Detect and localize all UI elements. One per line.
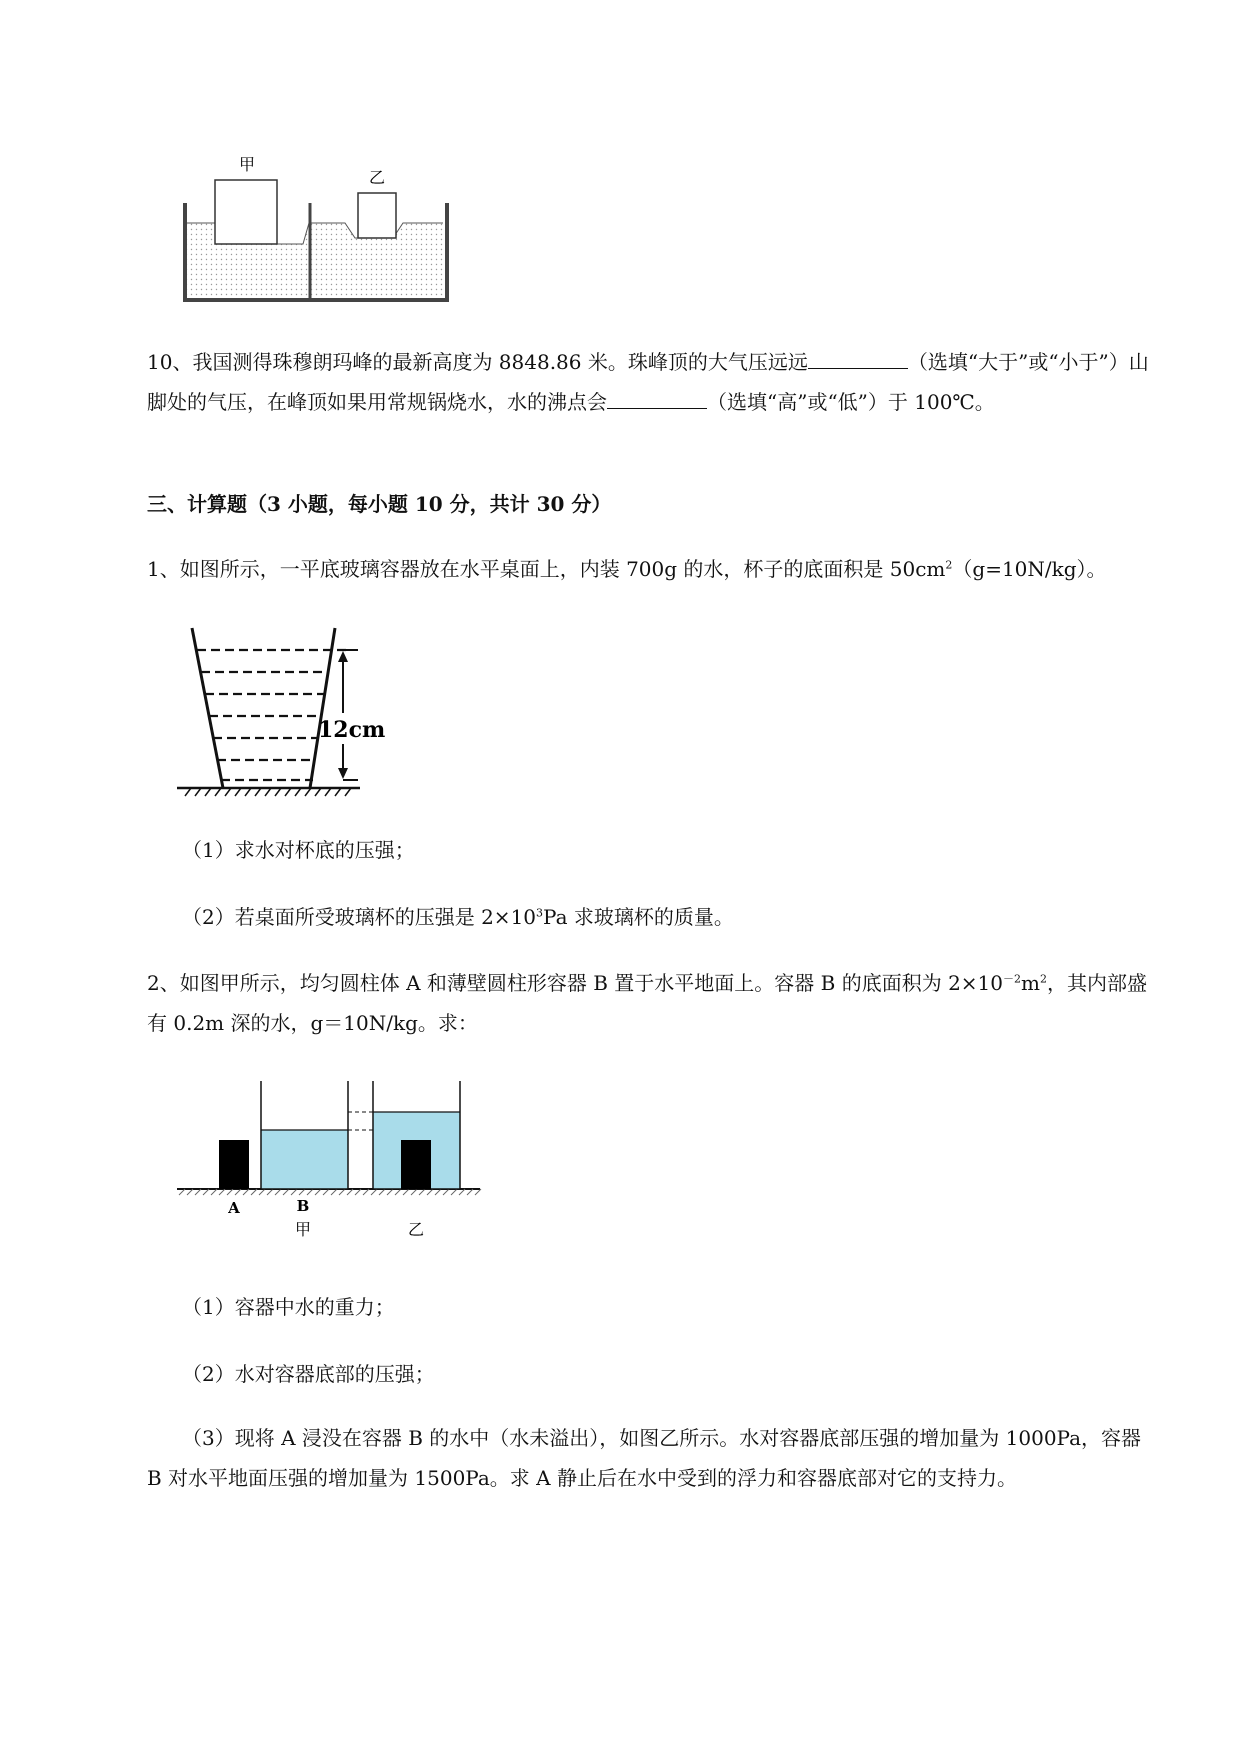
figure-cup	[175, 620, 395, 800]
height-label: 12cm	[318, 717, 386, 743]
calc-1-q2-text-end: Pa 求玻璃杯的质量。	[543, 905, 734, 929]
question-10-part2: （选填“大于”或“小于”）山脚处的气压，在峰顶如果用常规锅烧水，水的沸点会	[147, 350, 1149, 414]
figure-cylinder-container	[175, 1075, 495, 1250]
calc-2-stem-unit: m	[1021, 971, 1040, 995]
calc-1-q2-sup: 3	[536, 906, 544, 920]
cylinder-a-submerged	[401, 1140, 431, 1189]
calc-1-q2	[182, 897, 1157, 937]
label-jia-2: 甲	[294, 1220, 312, 1239]
calc-2-stem-text-end: ，其内部盛有 0.2m 深的水，g＝10N/kg。求：	[147, 971, 1147, 1035]
calc-2-stem	[147, 963, 1157, 1043]
section-heading: 三、计算题（3 小题，每小题 10 分，共计 30 分）	[147, 492, 612, 516]
calc-1-stem-text: 1、如图所示，一平底玻璃容器放在水平桌面上，内装 700g 的水，杯子的底面积是 50cm	[147, 557, 946, 581]
calc-1-q2-text: （2）若桌面所受玻璃杯的压强是 2×10	[182, 905, 537, 929]
calc-2-stem-sup2: 2	[1039, 972, 1047, 986]
answer-blank-2[interactable]	[607, 384, 707, 409]
question-10-part1: 10、我国测得珠穆朗玛峰的最新高度为 8848.86 米。珠峰顶的大气压远远	[147, 350, 808, 374]
label-a: A	[228, 1199, 240, 1217]
block-yi	[358, 193, 396, 238]
question-10	[147, 342, 1157, 422]
block-jia	[215, 180, 277, 244]
calc-2-stem-sup1: －2	[1003, 972, 1021, 986]
calc-2-q2: （2）水对容器底部的压强；	[182, 1362, 435, 1386]
calc-1-stem	[147, 549, 1157, 589]
label-yi: 乙	[368, 168, 386, 187]
label-b: B	[296, 1197, 310, 1215]
answer-blank-1[interactable]	[808, 344, 908, 369]
label-jia: 甲	[238, 155, 256, 174]
question-10-part3: （选填“高”或“低”）于 100℃。	[707, 390, 995, 414]
calc-2-q3: （3）现将 A 浸没在容器 B 的水中（水未溢出），如图乙所示。水对容器底部压强的增加量为 1000Pa，容器 B 对水平地面压强的增加量为 1500Pa。求 A 静止后在水中受到的浮力和容器底部对它的支持力。	[147, 1426, 1142, 1490]
calc-1-stem-text-end: （g=10N/kg）。	[952, 557, 1107, 581]
calc-1-stem-sup: 2	[945, 558, 953, 572]
calc-2-q1: （1）容器中水的重力；	[182, 1295, 395, 1319]
calc-1-q1: （1）求水对杯底的压强；	[182, 838, 415, 862]
figure-floating-blocks	[175, 148, 465, 308]
cylinder-a	[219, 1140, 249, 1189]
label-yi-2: 乙	[407, 1220, 425, 1239]
calc-2-stem-text: 2、如图甲所示，均匀圆柱体 A 和薄壁圆柱形容器 B 置于水平地面上。容器 B 的底面积为 2×10	[147, 971, 1003, 995]
